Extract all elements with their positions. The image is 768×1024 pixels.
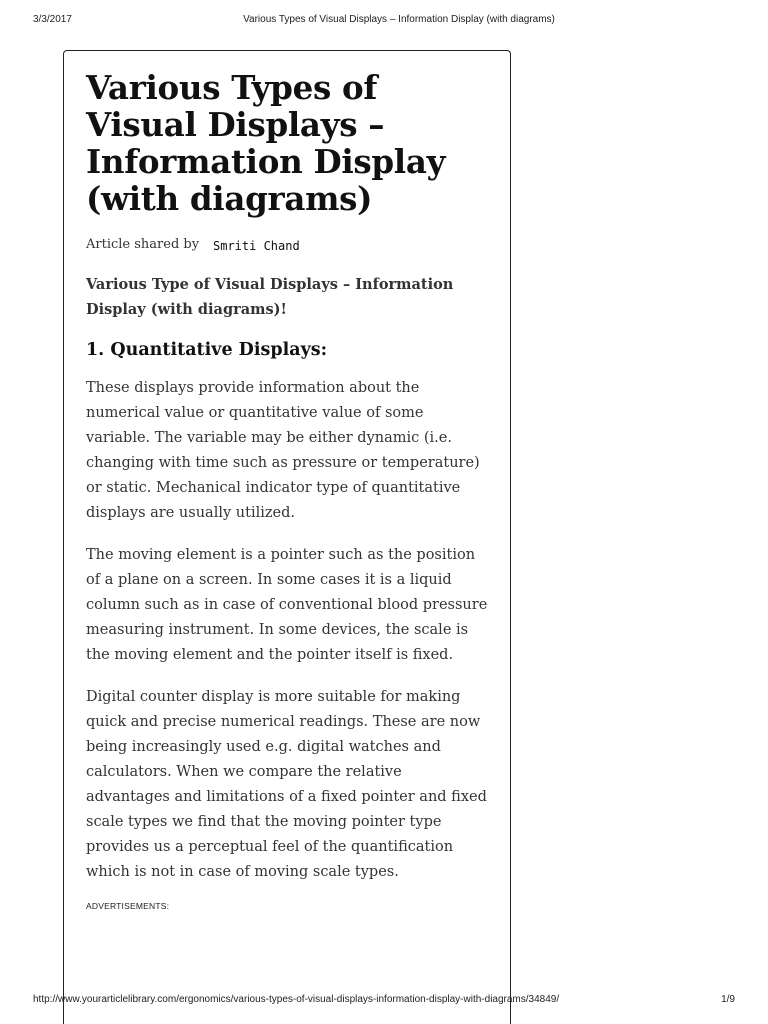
print-header (0, 14, 768, 30)
paragraph: These displays provide information about the numerical value or quantitative value of some variable. The variable may be either dynamic (i.e. changing with time such as pressure or temperature) or static. Mechanical indicator type of quantitative displays are usually utilized. (86, 379, 480, 521)
advertisements-label: ADVERTISEMENTS: (86, 900, 170, 911)
paragraph: Digital counter display is more suitable for making quick and precise numerical readings. These are now being increasingly used e.g. digital watches and calculators. When we compare the relative advantages and limitations of a fixed pointer and fixed scale types we find that the moving pointer type provides us a perceptual feel of the quantification which is not in case of moving scale types. (86, 688, 487, 880)
article-content (86, 51, 490, 911)
byline-label: Article shared by (86, 237, 200, 252)
print-date: 3/3/2017 (33, 14, 72, 25)
source-url[interactable]: http://www.yourarticlelibrary.com/ergonomics/various-types-of-visual-displays-information-display-with-diagrams/34849/ (33, 994, 560, 1005)
article-title: Various Types of Visual Displays – Information Display (with diagrams) (86, 68, 446, 218)
paragraph: The moving element is a pointer such as the position of a plane on a screen. In some cases it is a liquid column such as in case of conventional blood pressure measuring instrument. In some devices, the scale is the moving element and the pointer itself is fixed. (86, 546, 488, 663)
section-heading: 1. Quantitative Displays: (86, 340, 328, 360)
article-lead: Various Type of Visual Displays – Information Display (with diagrams)! (86, 276, 454, 318)
byline (86, 237, 490, 259)
print-page-title: Various Types of Visual Displays – Information Display (with diagrams) (243, 14, 555, 25)
page-number: 1/9 (721, 994, 735, 1005)
article-card (63, 50, 511, 1024)
print-footer (0, 994, 768, 1010)
author-name[interactable]: Smriti Chand (213, 239, 300, 253)
